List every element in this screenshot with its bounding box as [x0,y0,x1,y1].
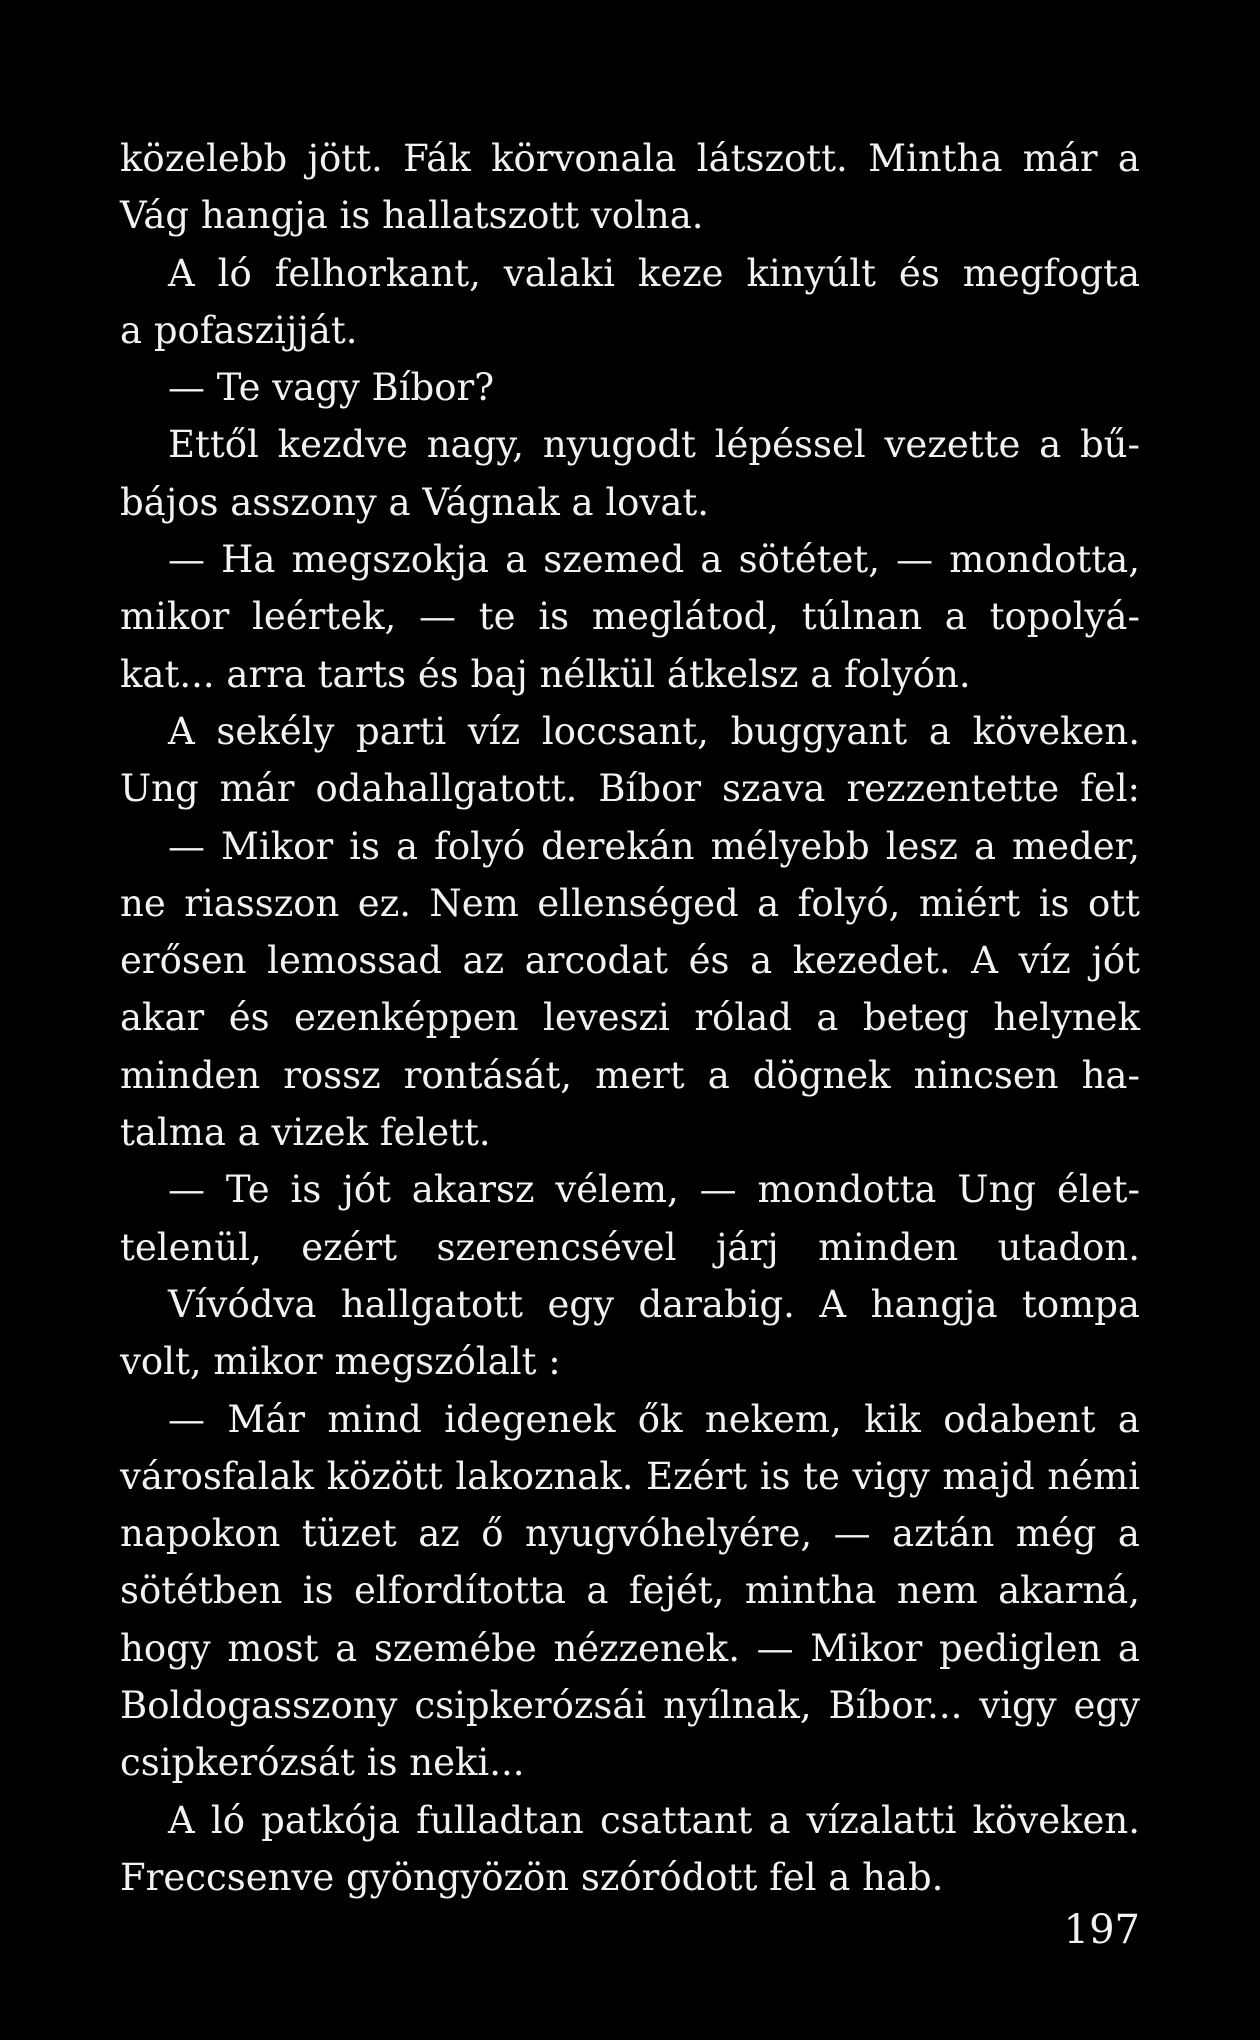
text-line: — Te vagy Bíbor? [168,366,495,410]
text-line: akar és ezenképpen leveszi rólad a beteg helynek [120,996,1140,1040]
text-line: Vág hangja is hallatszott volna. [120,194,704,238]
text-line: minden rossz rontását, mert a dögnek nincsen ha- [120,1053,1140,1097]
text-line: városfalak között lakoznak. Ezért is te vigy majd némi [120,1454,1140,1498]
text-line: mikor leértek, — te is meglátod, túlnan a topolyá- [120,595,1140,639]
text-line: Freccsenve gyöngyözön szóródott fel a hab. [120,1855,944,1899]
text-line: volt, mikor megszólalt : [120,1340,561,1384]
text-line: telenül, ezért szerencsével járj minden utadon. [120,1225,1140,1269]
body-text [120,130,1140,1906]
text-line: csipkerózsát is neki... [120,1741,525,1785]
text-line: a pofaszijját. [120,308,358,352]
text-line: talma a vizek felett. [120,1111,491,1155]
text-line: A ló felhorkant, valaki keze kinyúlt és megfogta [168,251,1140,295]
text-line: Ettől kezdve nagy, nyugodt lépéssel vezette a bű- [168,423,1140,467]
text-line: bájos asszony a Vágnak a lovat. [120,480,710,524]
text-line: ne riasszon ez. Nem ellenséged a folyó, miért is ott [120,881,1140,925]
text-line: Vívódva hallgatott egy darabig. A hangja tompa [168,1282,1140,1326]
text-line: — Mikor is a folyó derekán mélyebb lesz a meder, [168,824,1140,868]
text-line: hogy most a szemébe nézzenek. — Mikor pediglen a [120,1626,1140,1670]
text-line: — Te is jót akarsz vélem, — mondotta Ung élet- [168,1168,1140,1212]
text-line: erősen lemossad az arcodat és a kezedet. A víz jót [120,939,1140,983]
text-line: Boldogasszony csipkerózsái nyílnak, Bíbor... vigy egy [120,1684,1140,1728]
text-line: — Ha megszokja a szemed a sötétet, — mondotta, [168,538,1140,582]
text-line: — Már mind idegenek ők nekem, kik odabent a [168,1397,1140,1441]
page-number: 197 [1063,1907,1140,1953]
text-line: napokon tüzet az ő nyugvóhelyére, — aztán még a [120,1512,1140,1556]
text-line: kat... arra tarts és baj nélkül átkelsz a folyón. [120,652,971,696]
text-line: A ló patkója fulladtan csattant a vízalatti köveken. [168,1798,1140,1842]
text-line: Ung már odahallgatott. Bíbor szava rezzentette fel: [120,767,1140,811]
text-line: sötétben is elfordította a fejét, mintha nem akarná, [120,1569,1140,1613]
text-line: közelebb jött. Fák körvonala látszott. Mintha már a [120,137,1140,180]
text-line: A sekély parti víz loccsant, buggyant a köveken. [168,709,1140,753]
